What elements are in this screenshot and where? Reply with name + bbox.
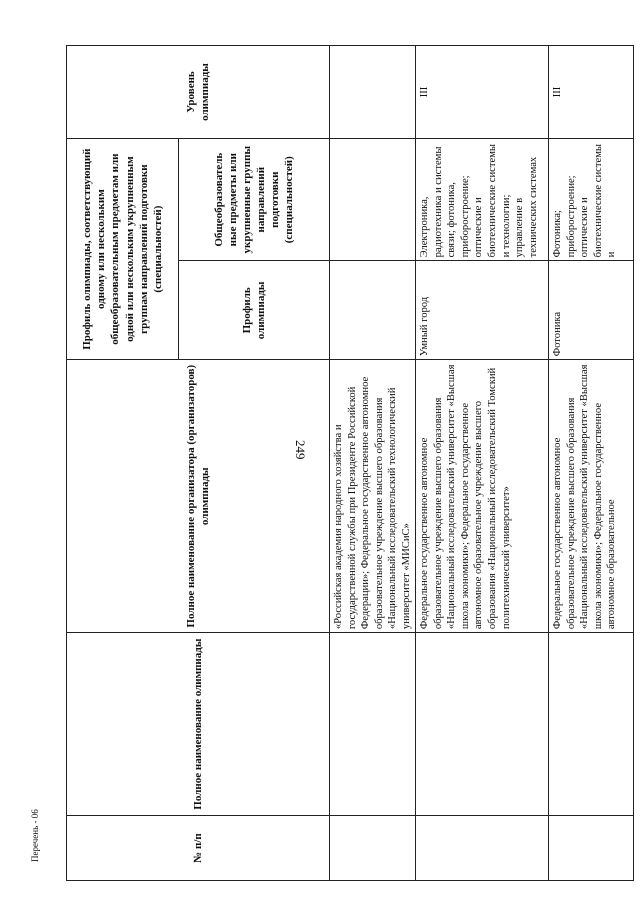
- cell-subjects: Электроника, радиотехника и системы связи; фотоника, приборостроение; оптические и биотехнические системы и технологии; управление в технических системах: [416, 138, 549, 260]
- cell-organizer: «Российская академия народного хозяйства и государственной службы при Президенте Российской Федерации»; Федеральное государственное автономное образовательное учреждение высшего образования «Национальный исследовательский технологический университет «МИСиС»: [330, 360, 416, 633]
- header-num: № п/п: [67, 816, 330, 881]
- cell-profile: Фотоника: [549, 261, 634, 360]
- cell-num: [330, 816, 416, 881]
- cell-level: [330, 46, 416, 139]
- cell-profile: [330, 261, 416, 360]
- cell-name: [416, 633, 549, 816]
- header-level: Уровень олимпиады: [67, 46, 330, 139]
- cell-profile: Умный город: [416, 261, 549, 360]
- header-profile-group: Профиль олимпиады, соответствующий одному или нескольким общеобразовательным предметам или одной или нескольким укрупненным группам направлений подготовки (специальностей): [67, 138, 179, 359]
- header-name: Полное наименование олимпиады: [67, 633, 330, 816]
- cell-subjects: [330, 138, 416, 260]
- page-number: 249: [293, 440, 308, 460]
- cell-organizer: Федеральное государственное автономное образовательное учреждение высшего образования «Национальный исследовательский университет «Высшая школа экономики»; Федеральное государственное автономное образовательное учреждение высшего образования «Национальный исследовательский Томский политехнический университет»: [416, 360, 549, 633]
- cell-organizer: Федеральное государственное автономное образовательное учреждение высшего образования «Национальный исследовательский университет «Высшая школа экономики»; Федеральное государственное автономное образовательное: [549, 360, 634, 633]
- table-row: [330, 46, 416, 881]
- cell-subjects: Фотоника; приборостроение; оптические и биотехнические системы и: [549, 138, 634, 260]
- header-organizer: Полное наименование организатора (организаторов) олимпиады: [67, 360, 330, 633]
- cell-name: [330, 633, 416, 816]
- footer-mark: Перечень - 06: [30, 809, 40, 862]
- table-row: [416, 46, 549, 881]
- header-profile: Профиль олимпиады: [179, 261, 330, 360]
- cell-num: [549, 816, 634, 881]
- header-subjects: Общеобразователь ные предметы или укрупненные группы направлений подготовки (специальностей): [179, 138, 330, 260]
- table-header-row: [67, 46, 179, 881]
- cell-level: III: [549, 46, 634, 139]
- cell-num: [416, 816, 549, 881]
- cell-name: [549, 633, 634, 816]
- cell-level: III: [416, 46, 549, 139]
- olympiad-table: [66, 45, 634, 881]
- table-row: [549, 46, 634, 881]
